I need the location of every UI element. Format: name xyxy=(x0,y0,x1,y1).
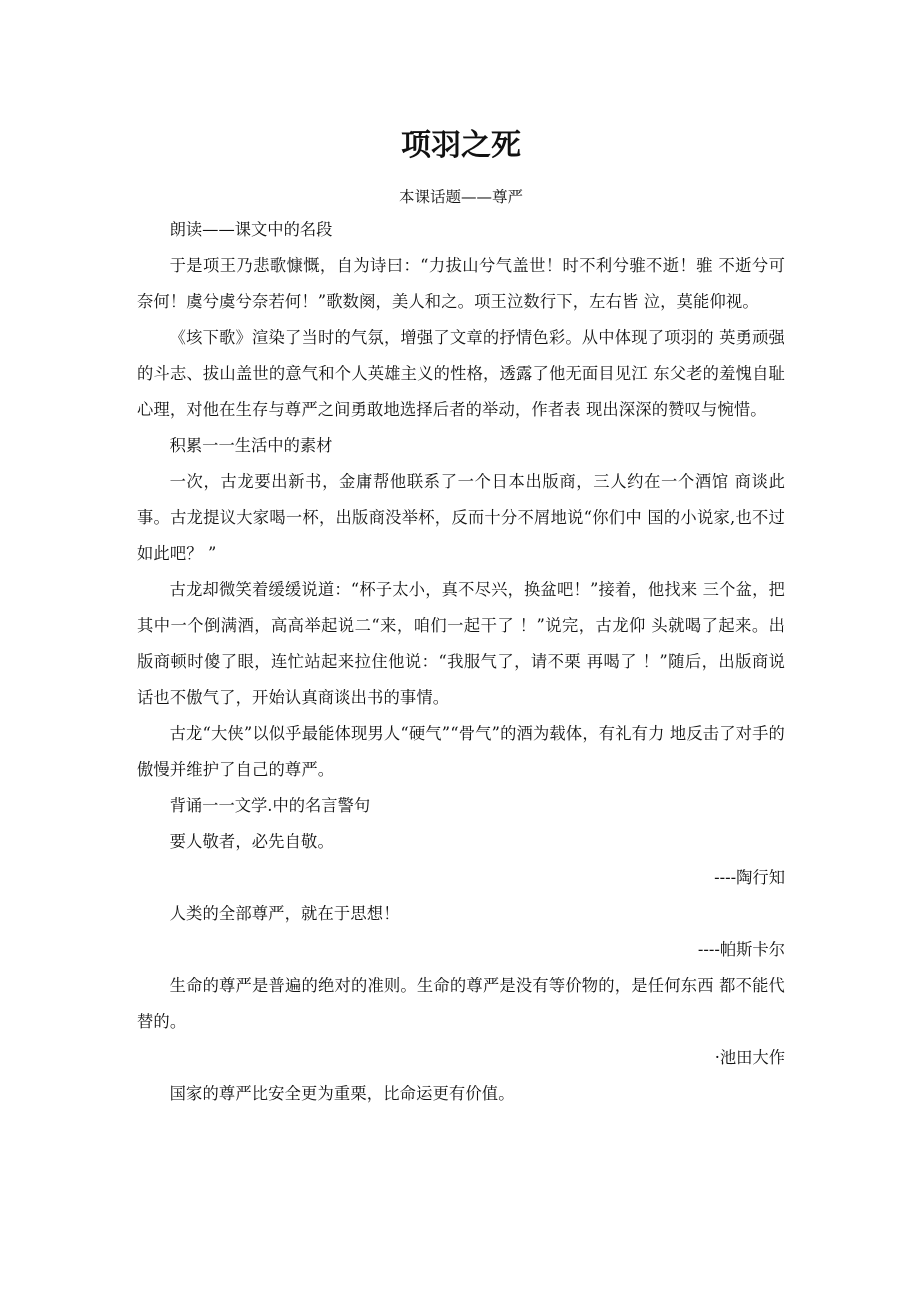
page-title: 项羽之死 xyxy=(401,128,521,163)
page-subtitle: 本课话题——尊严 xyxy=(398,188,523,206)
paragraph-story-1: 一次，古龙要出新书，金庸帮他联系了一个日本出版商，三人约在一个酒馆 商谈此事。古龙提议大家喝一杯，出版商没举杯，反而十分不屑地说“你们中 国的小说家,也不过如此吧？ ” xyxy=(137,472,785,563)
quote-2: 人类的全部尊严，就在于思想！ xyxy=(169,904,400,923)
paragraph-analysis: 《垓下歌》渲染了当时的气氛，增强了文章的抒情色彩。从中体现了项羽的 英勇顽强的斗志、拔山盖世的意气和个人英雄主义的性格，透露了他无面目见江 东父老的羞愧自耻心理，对他在生存与尊严之间勇敢地选择后者的举动，作者表 现出深深的赞叹与惋惜。 xyxy=(137,328,785,419)
paragraph-poem: 于是项王乃悲歌慷慨，自为诗曰：“力拔山兮气盖世！时不利兮骓不逝！骓 不逝兮可奈何！虞兮虞兮奈若何！”歌数阕，美人和之。项王泣数行下，左右皆 泣，莫能仰视。 xyxy=(137,256,785,311)
section-heading-material: 积累一一生活中的素材 xyxy=(169,436,333,455)
quote-4: 国家的尊严比安全更为重栗，比命运更有价值。 xyxy=(169,1084,515,1103)
quote-2-author: ----帕斯卡尔 xyxy=(697,940,785,959)
quote-1: 要人敬者，必先自敬。 xyxy=(169,832,334,851)
section-heading-reading: 朗读——课文中的名段 xyxy=(169,220,333,239)
quote-3: 生命的尊严是普遍的绝对的准则。生命的尊严是没有等价物的，是任何东西 都不能代替的。 xyxy=(137,976,785,1031)
paragraph-story-3: 古龙“大侠”以似乎最能体现男人“硬气”“骨气”的酒为载体，有礼有力 地反击了对手的傲慢并维护了自己的尊严。 xyxy=(137,724,785,779)
quote-3-author: ·池田大作 xyxy=(714,1048,785,1067)
quote-1-author: ----陶行知 xyxy=(714,868,785,887)
paragraph-story-2: 古龙却微笑着缓缓说道：“杯子太小，真不尽兴，换盆吧！”接着，他找来 三个盆，把其中一个倒满酒，高高举起说二“来，咱们一起干了 ！”说完，古龙仰 头就喝了起来。出版商顿时傻了眼，连忙站起来拉住他说：“我服气了，请不栗 再喝了 ！”随后，出版商说话也不傲气了，开始认真商谈出书的事情。 xyxy=(137,580,785,707)
section-heading-recite: 背诵一一文学.中的名言警句 xyxy=(169,796,371,815)
document-page xyxy=(137,118,785,1112)
